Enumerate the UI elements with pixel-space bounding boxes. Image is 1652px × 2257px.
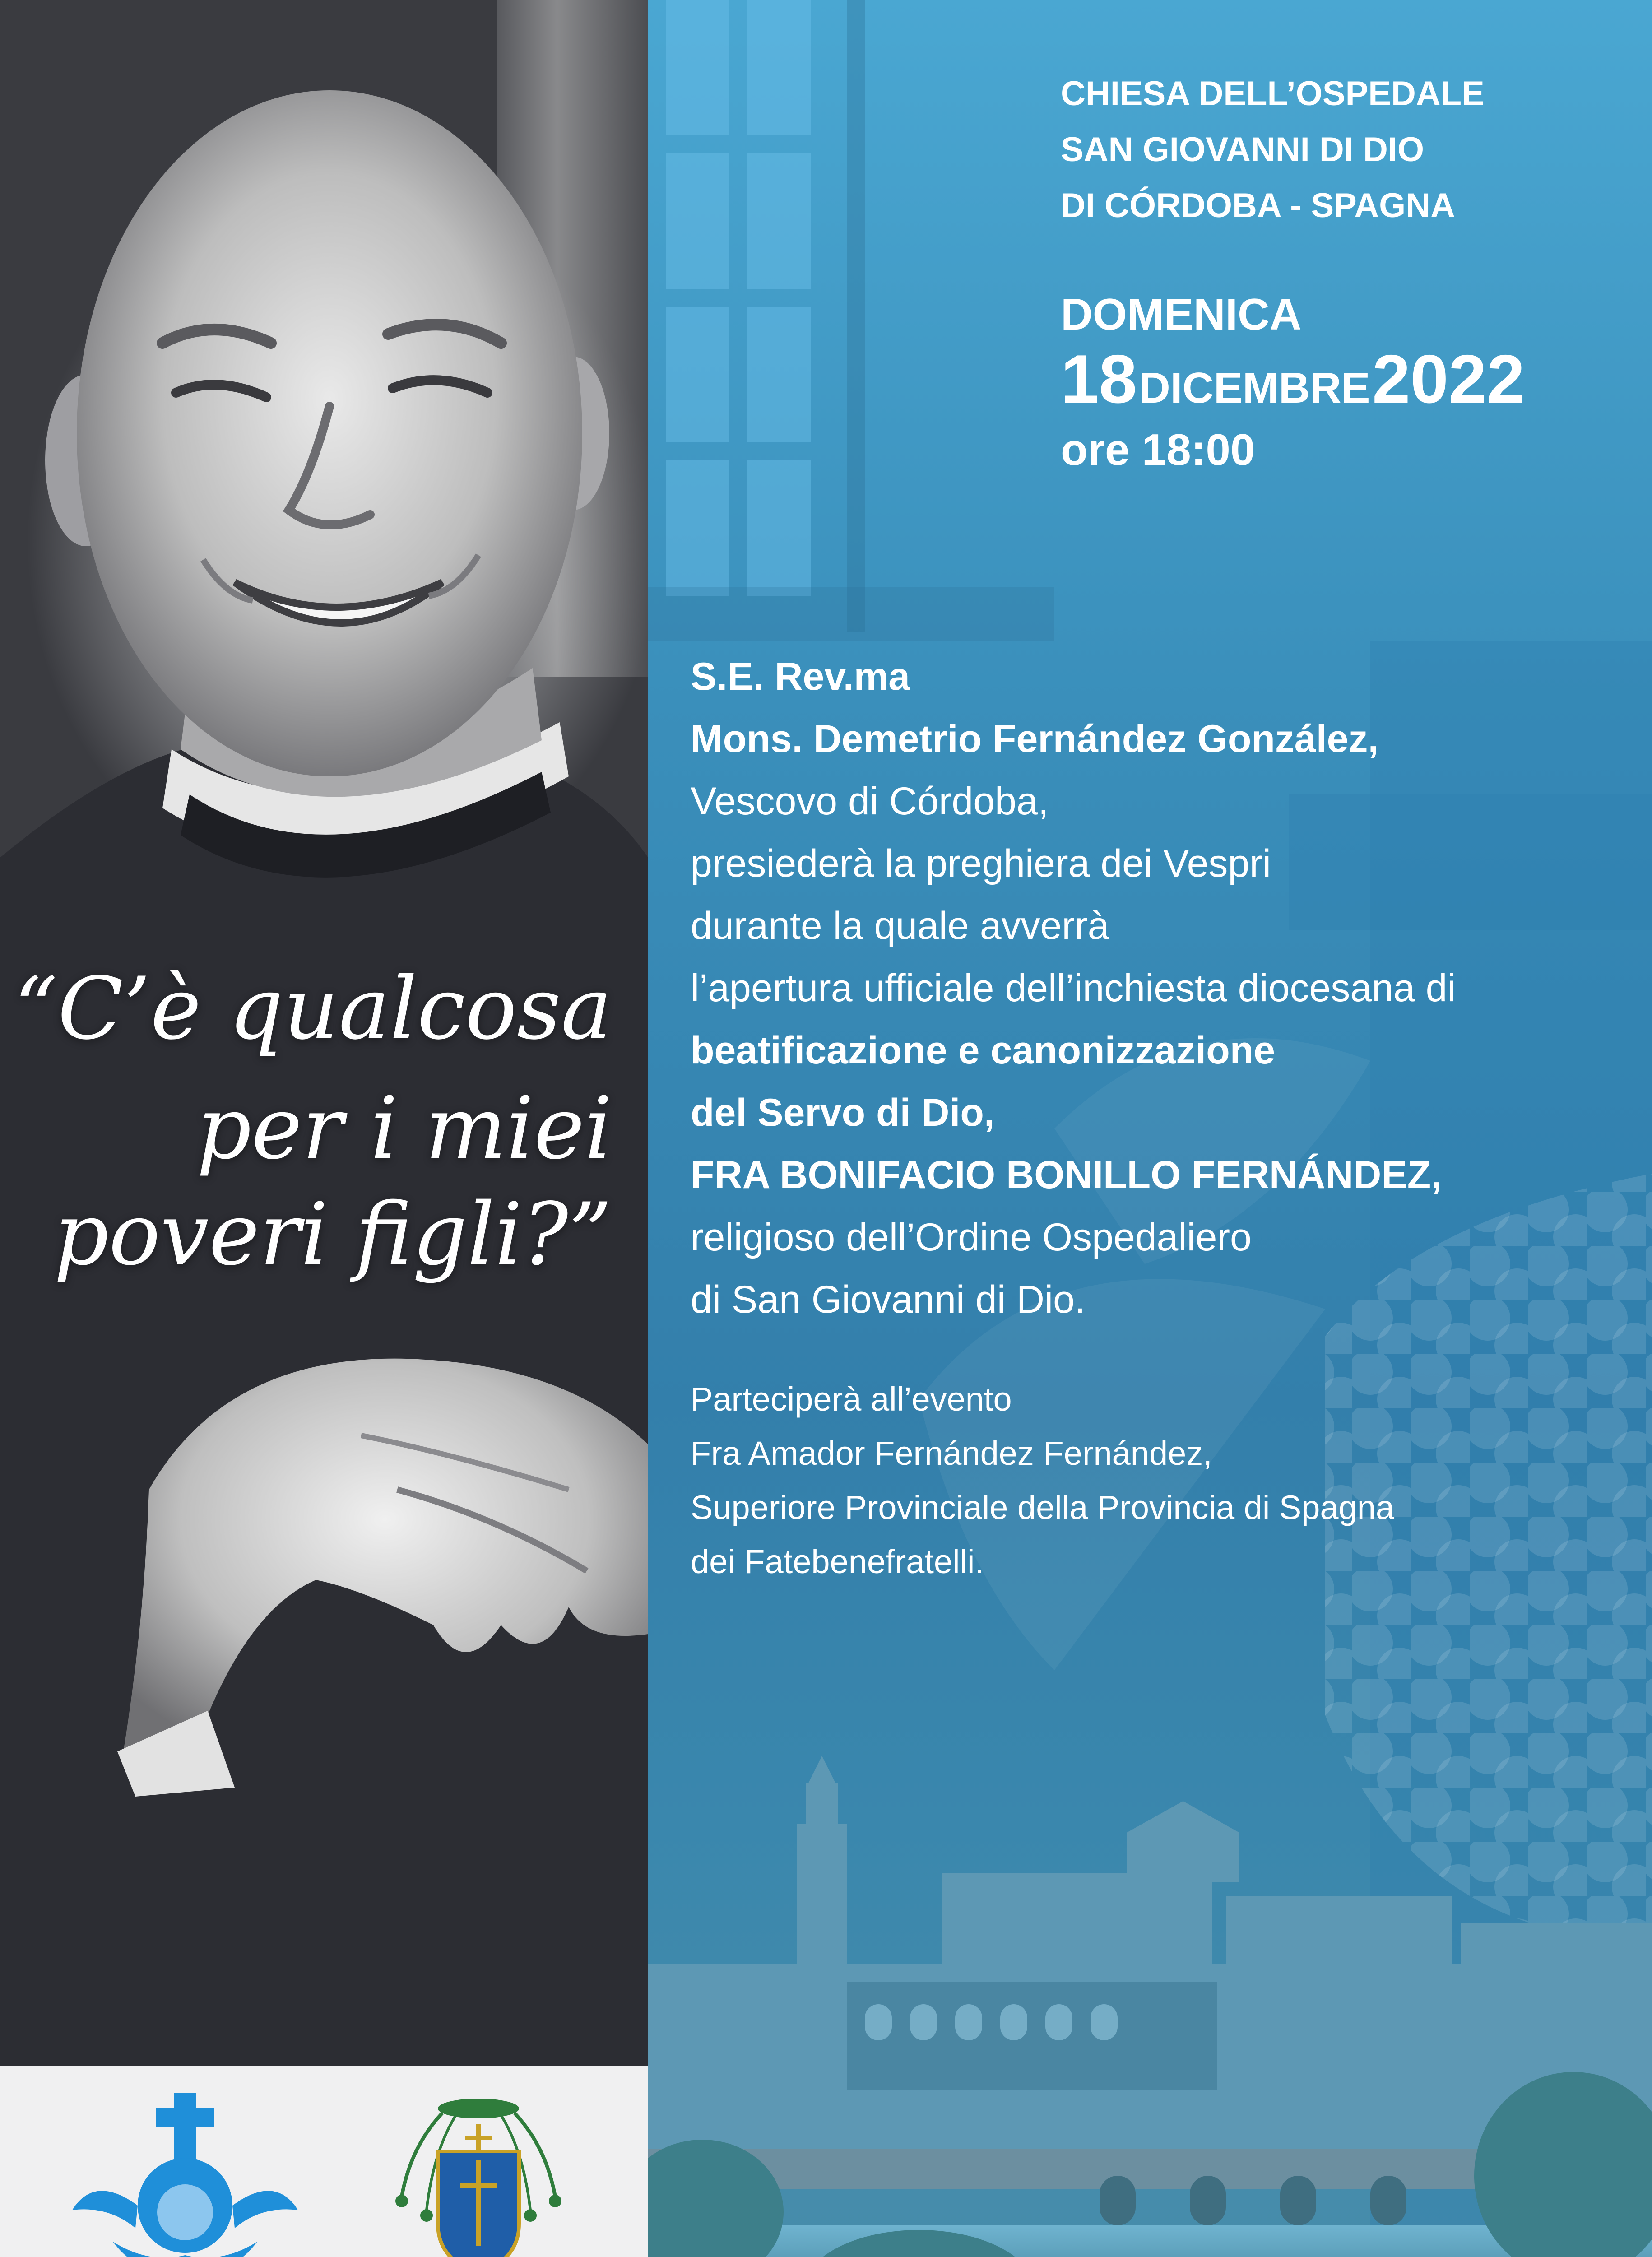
logo-strip (0, 2066, 648, 2257)
hospitaller-order-logo-icon (59, 2093, 311, 2257)
date-time: ore 18:00 (1061, 425, 1255, 474)
portrait-panel (0, 0, 648, 2066)
venue-line-1: CHIESA DELL’OSPEDALE (1061, 74, 1485, 113)
date-weekday: DOMENICA (1061, 289, 1302, 339)
participation-line: Fra Amador Fernández Fernández, (691, 1435, 1212, 1472)
venue-line-3: DI CÓRDOBA - SPAGNA (1061, 186, 1455, 225)
date-month: DICEMBRE (1139, 364, 1370, 412)
event-info-panel (648, 0, 1652, 2257)
announcement-line: del Servo di Dio, (691, 1091, 995, 1134)
announcement-line: S.E. Rev.ma (691, 655, 910, 698)
announcement-line: religioso dell’Ordine Ospedaliero (691, 1216, 1252, 1259)
participation-line: Superiore Provinciale della Provincia di Spagna (691, 1489, 1395, 1526)
quote-line-1: “C’è qualcosa (14, 959, 612, 1059)
venue-line-2: SAN GIOVANNI DI DIO (1061, 130, 1425, 169)
announcement-line: l’apertura ufficiale dell’inchiesta diocesana di (691, 966, 1456, 1010)
servant-of-god-name: FRA BONIFACIO BONILLO FERNÁNDEZ, (691, 1153, 1442, 1197)
announcement-line: Mons. Demetrio Fernández González, (691, 717, 1379, 761)
quote-line-2: per i miei (196, 1078, 612, 1178)
quote-line-3: poveri figli?” (54, 1184, 612, 1284)
participation-line: Parteciperà all’evento (691, 1380, 1012, 1418)
date-line (1061, 343, 1525, 437)
date-year: 2022 (1372, 341, 1525, 418)
date-day: 18 (1061, 341, 1137, 418)
announcement-line: durante la quale avverrà (691, 904, 1109, 947)
announcement-line: Vescovo di Córdoba, (691, 780, 1049, 823)
announcement-line: presiederà la preghiera dei Vespri (691, 842, 1271, 885)
announcement-line: di San Giovanni di Dio. (691, 1278, 1086, 1321)
announcement-line: beatificazione e canonizzazione (691, 1029, 1276, 1072)
bishop-coat-of-arms-icon (384, 2093, 573, 2257)
participation-line: dei Fatebenefratelli. (691, 1543, 984, 1580)
